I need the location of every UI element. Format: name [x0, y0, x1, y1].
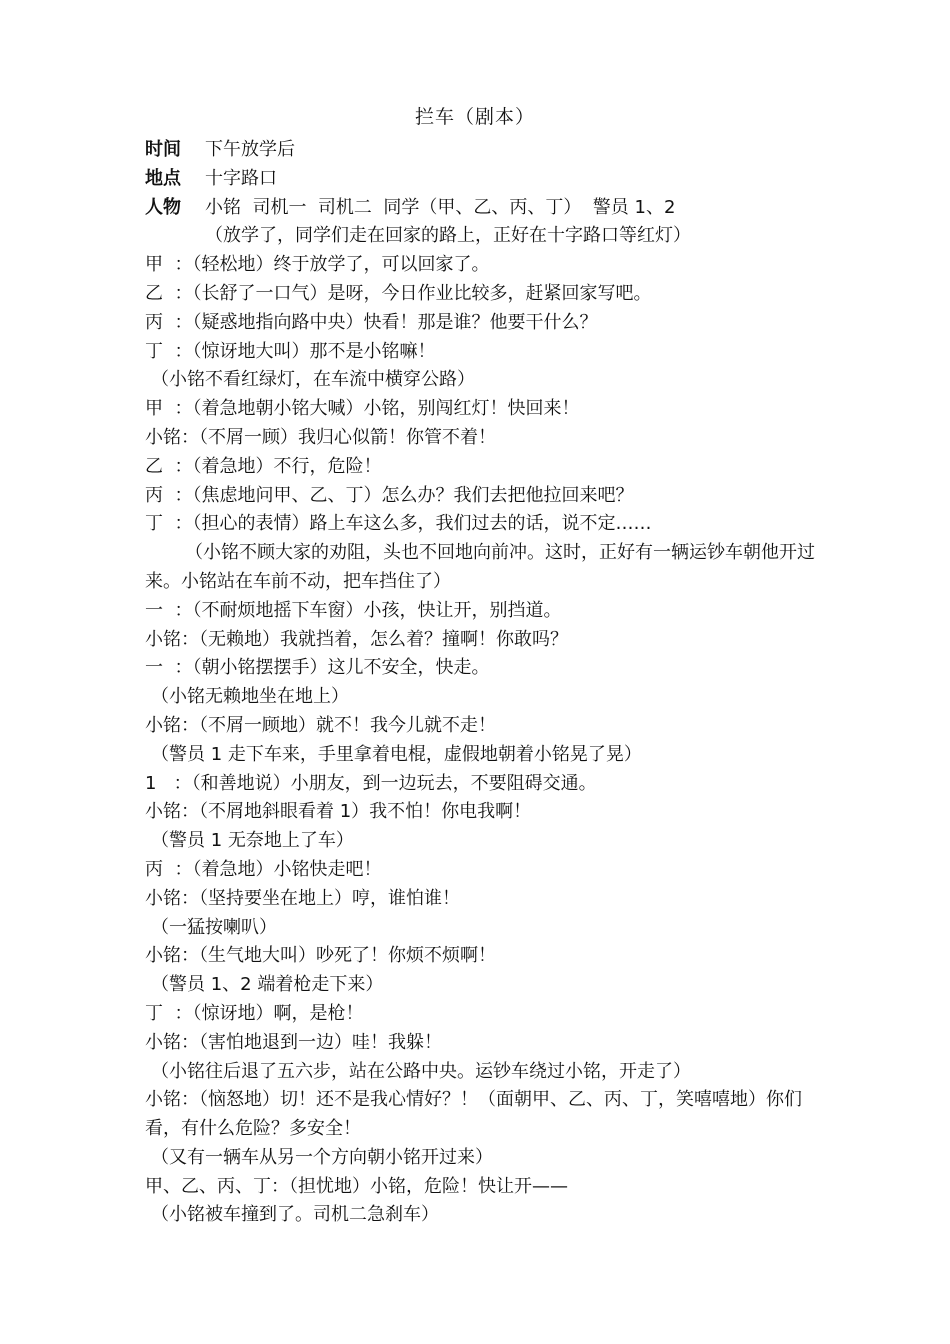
dialogue-line: 甲 ：（轻松地）终于放学了，可以回家了。 [145, 254, 490, 276]
stage-direction: （放学了，同学们走在回家的路上，正好在十字路口等红灯） [205, 225, 691, 247]
dialogue-line: 乙 ：（着急地）不行，危险！ [145, 455, 382, 477]
dialogue-line: 丁 ：（担心的表情）路上车这么多，我们过去的话，说不定…… [145, 513, 652, 535]
dialogue-line: 乙 ：（长舒了一口气）是呀，今日作业比较多，赶紧回家写吧。 [145, 282, 652, 304]
dialogue-line: 丙 ：（着急地）小铭快走吧！ [145, 858, 382, 880]
meta-place [145, 165, 825, 194]
stage-direction: （小铭无赖地坐在地上） [151, 686, 349, 708]
dialogue-line: 1 ：（和善地说）小朋友，到一边玩去，不要阻碍交通。 [145, 772, 597, 794]
dialogue-line: 小铭：（生气地大叫）吵死了！你烦不烦啊！ [145, 945, 496, 967]
dialogue-line: 丙 ：（疑惑地指向路中央）快看！那是谁？他要干什么？ [145, 311, 598, 333]
meta-time-value: 下午放学后 [205, 139, 295, 160]
stage-direction: （小铭往后退了五六步，站在公路中央。运钞车绕过小铭，开走了） [151, 1060, 691, 1082]
stage-direction: （警员 1、2 端着枪走下来） [151, 974, 384, 996]
dialogue-line: 小铭：（恼怒地）切！还不是我心情好？！（面朝甲、乙、丙、丁，笑嘻嘻地）你们看，有什么危险？多安全！ [145, 1089, 802, 1140]
stage-direction: （小铭不顾大家的劝阻，头也不回地向前冲。这时，正好有一辆运钞车朝他开过来。小铭站在车前不动，把车挡住了） [145, 542, 815, 592]
stage-direction: （一猛按喇叭） [151, 916, 277, 938]
meta-time-label: 时间 [145, 139, 181, 160]
stage-direction: （又有一辆车从另一个方向朝小铭开过来） [151, 1146, 493, 1168]
dialogue-line: 甲 ：（着急地朝小铭大喊）小铭，别闯红灯！快回来！ [145, 398, 580, 420]
script-body [145, 136, 825, 1230]
dialogue-line: 小铭：（无赖地）我就挡着，怎么着？撞啊！你敢吗？ [145, 628, 568, 650]
document-title: 拦车（剧本） [414, 106, 535, 128]
meta-time [145, 136, 825, 165]
meta-people-label: 人物 [145, 196, 181, 218]
dialogue-line: 丁 ：（惊讶地）啊，是枪！ [145, 1002, 364, 1024]
meta-place-value: 十字路口 [205, 167, 277, 189]
dialogue-line: 丁 ：（惊讶地大叫）那不是小铭嘛！ [145, 340, 436, 362]
dialogue-line: 小铭：（不屑一顾地）就不！我今儿就不走！ [145, 714, 496, 736]
stage-direction: （警员 1 无奈地上了车） [151, 830, 354, 852]
meta-people-value: 小铭 司机一 司机二 同学（甲、乙、丙、丁） 警员 1、2 [205, 196, 676, 218]
dialogue-line: 小铭：（害怕地退到一边）哇！我躲！ [145, 1031, 442, 1053]
stage-direction: （小铭不看红绿灯，在车流中横穿公路） [151, 369, 475, 391]
dialogue-line: 小铭：（不屑地斜眼看着 1）我不怕！你电我啊！ [145, 801, 532, 823]
dialogue-line: 一 ：（不耐烦地摇下车窗）小孩，快让开，别挡道。 [145, 599, 562, 621]
meta-place-label: 地点 [145, 167, 181, 189]
meta-people [145, 194, 825, 223]
dialogue-line: 丙 ：（焦虑地问甲、乙、丁）怎么办？我们去把他拉回来吧？ [145, 484, 634, 506]
dialogue-line: 小铭：（坚持要坐在地上）哼，谁怕谁！ [145, 887, 460, 909]
dialogue-line: 一 ：（朝小铭摆摆手）这儿不安全，快走。 [145, 657, 490, 679]
stage-direction: （小铭被车撞到了。司机二急刹车） [151, 1204, 439, 1226]
dialogue-line: 甲、乙、丙、丁：（担忧地）小铭，危险！快让开—— [145, 1175, 568, 1197]
dialogue-line: 小铭：（不屑一顾）我归心似箭！你管不着！ [145, 426, 496, 448]
stage-direction: （警员 1 走下车来，手里拿着电棍，虚假地朝着小铭晃了晃） [151, 743, 642, 765]
